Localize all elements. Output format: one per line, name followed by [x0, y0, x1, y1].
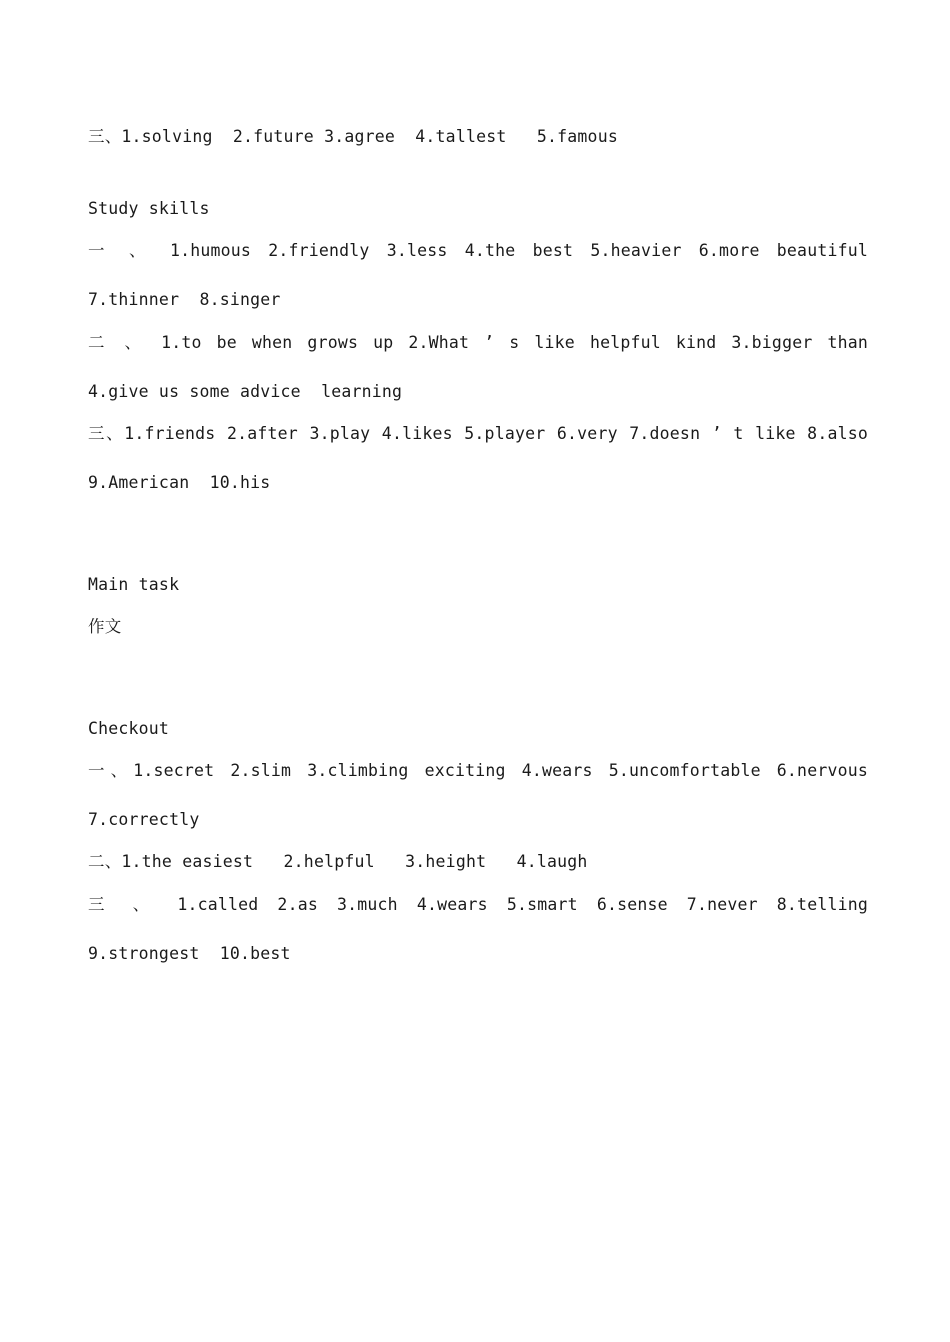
checkout-part3-line1: 三 、 1.called 2.as 3.much 4.wears 5.smart 6.sense 7.never 8.telling	[88, 895, 868, 914]
checkout-part1-line2: 7.correctly	[88, 810, 200, 829]
checkout-part1-line1: 一、1.secret 2.slim 3.climbing exciting 4.wears 5.uncomfortable 6.nervous	[88, 761, 868, 780]
study-skills-part2-line2: 4.give us some advice learning	[88, 382, 403, 401]
heading-checkout: Checkout	[88, 719, 170, 738]
study-skills-part3-line2: 9.American 10.his	[88, 473, 271, 492]
checkout-part3-line2: 9.strongest 10.best	[88, 944, 291, 963]
study-skills-part2-line1: 二 、 1.to be when grows up 2.What ’ s like helpful kind 3.bigger than	[88, 333, 868, 352]
section-3-answers-line: 三、1.solving 2.future 3.agree 4.tallest 5.famous	[88, 127, 618, 146]
heading-study-skills: Study skills	[88, 199, 210, 218]
main-task-composition: 作文	[88, 617, 122, 636]
checkout-part2-line: 二、1.the easiest 2.helpful 3.height 4.laugh	[88, 852, 588, 871]
heading-main-task: Main task	[88, 575, 180, 594]
study-skills-part1-line2: 7.thinner 8.singer	[88, 290, 281, 309]
study-skills-part1-line1: 一 、 1.humous 2.friendly 3.less 4.the best 5.heavier 6.more beautiful	[88, 241, 868, 260]
study-skills-part3-line1: 三、1.friends 2.after 3.play 4.likes 5.player 6.very 7.doesn ’ t like 8.also	[88, 424, 868, 443]
